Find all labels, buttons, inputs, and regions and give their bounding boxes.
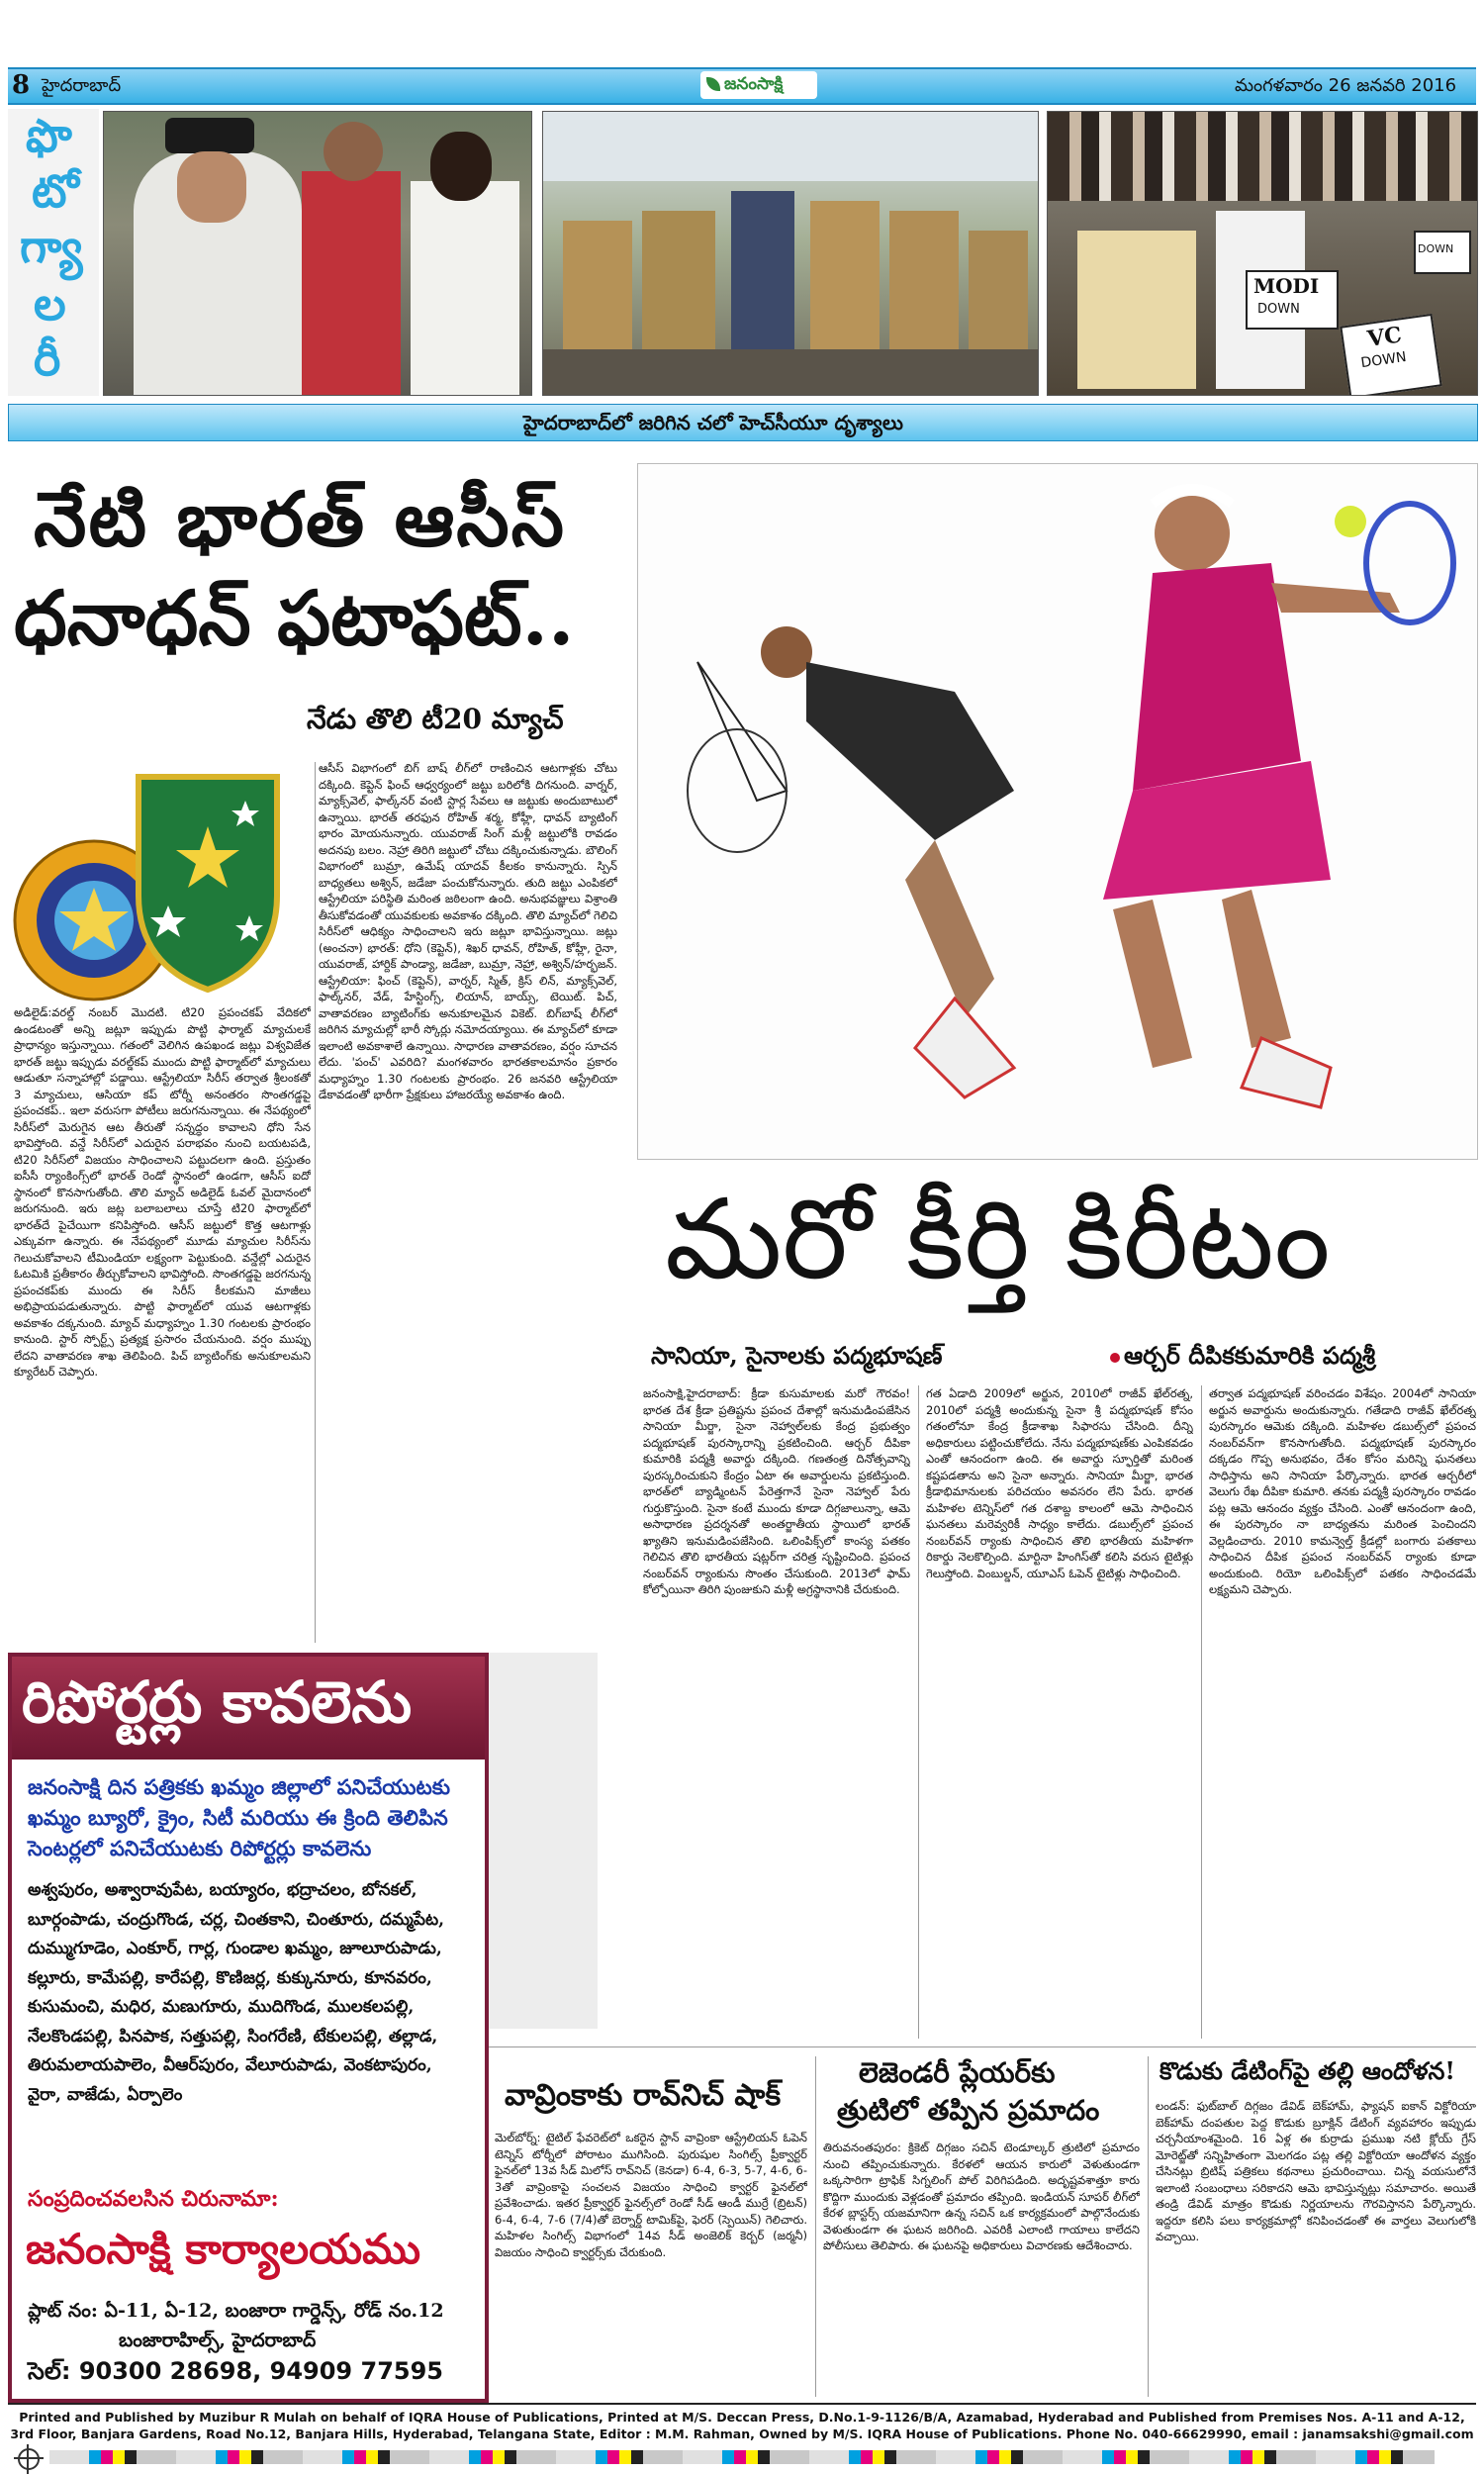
awards-column-1 (643, 1385, 910, 2039)
beckham-story-text: లండన్: ఫుట్‌బాల్ దిగ్గజం డేవిడ్ బెక్‌హామ్, ఫ్యాషన్ ఐకాన్ విక్టోరియా బెక్‌హామ్ దంపతుల పెద్ద కొడుకు బ్రూక్లిన్ డేటింగ్ వ్యవహారం ఇప్పుడు చర్చనీయాంశమైంది. 16 ఏళ్ల ఈ కుర్రాడు ప్రముఖ నటి క్లోయ్ గ్రేస్ మోరెట్జ్‌తో సన్నిహితంగా మెలగడం పట్ల తల్లి విక్టోరియా ఆందోళన వ్యక్తం చేసినట్లు బ్రిటిష్ పత్రికలు కథనాలు ప్రచురించాయి. చిన్న వయసులోనే ఇలాంటి సంబంధాలు సరికాదని ఆమె భావిస్తున్నట్లు సమాచారం. అయితే తండ్రి డేవిడ్ మాత్రం కొడుకు నిర్ణయాలను గౌరవిస్తానని పేర్కొన్నారు. ఇద్దరూ కలిసి పలు కార్యక్రమాల్లో కనిపించడంతో ఈ వార్తలు వెలుగులోకి వచ్చాయి. (1156, 2099, 1476, 2243)
awards-subhead-right: ఆర్చర్ దీపికకుమారికి పద్మశ్రీ (1124, 1341, 1376, 1370)
gallery-caption-bar (8, 404, 1478, 441)
gallery-photo-protest (1047, 111, 1478, 396)
imprint-line: Printed and Published by Muzibur R Mulah on behalf of IQRA House of Publications, Printed at M/S. Deccan Press, D.No.1-9-1126/B/A, Azamabad, Hyderabad and Published from Premises Nos. A-11 and A-12, 3rd Floor, Banjara Gardens, Road No.12, Banjara Hills, Hyderabad, Telangana State, Editor : M.M. Rahman, Owned by M/S. IQRA House of Publications. Phone No. 040-66629990, email : janamsakshi@gmail.com (10, 2410, 1474, 2441)
bottom-divider-1 (815, 2056, 816, 2397)
ad-address-2: బంజారాహిల్స్, హైదరాబాద్ (119, 2330, 317, 2351)
awards-subhead (643, 1341, 1476, 1377)
cricket-headline-line2: ధనాధన్ ఫటాఫట్.. (14, 574, 575, 662)
registration-mark-icon (18, 2448, 40, 2470)
awards-divider-2 (1201, 1385, 1202, 2039)
awards-divider-1 (918, 1385, 919, 2039)
ad-title: రిపోర్టర్లు కావలెను (22, 1668, 413, 1736)
color-calibration-bar (49, 2450, 1435, 2464)
awards-col1-text: జనంసాక్షి,హైదరాబాద్: క్రీడా కుసుమాలకు మరో గౌరవం! భారత దేశ క్రీడా ప్రతిష్టను ప్రపంచ దేశాల్లో ఇనుమడింపజేసిన సానియా మీర్జా, సైనా నెహ్వాల్‌లకు కేంద్ర ప్రభుత్వం పద్మభూషణ్ పురస్కారాన్ని ప్రకటించింది. ఆర్చర్ దీపికా కుమారికి పద్మశ్రీ అవార్డు దక్కింది. గణతంత్ర దినోత్సవాన్ని పురస్కరించుకుని కేంద్రం ఏటా ఈ అవార్డులను ప్రకటిస్తుంది. భారత్‌లో బ్యాడ్మింటన్ పేరెత్తగానే సైనా నెహ్వాల్ పేరు గుర్తుకొస్తుంది. సైనా కంటే ముందు కూడా దిగ్గజాలున్నా, ఆమె అసాధారణ ప్రదర్శనతో అంతర్జాతీయ స్థాయిలో భారత్ ఖ్యాతిని ఇనుమడింపజేసింది. ఒలింపిక్స్‌లో కాంస్య పతకం గెలిచిన తొలి భారతీయ షట్లర్‌గా చరిత్ర సృష్టించింది. ప్రపంచ నంబర్‌వన్ ర్యాంకును సొంతం చేసుకుంది. 2013లో ఫామ్ కోల్పోయినా తిరిగి పుంజుకుని మళ్లీ అగ్రస్థానానికి చేరుకుంది. (643, 1386, 910, 1596)
ad-places: అశ్వపురం, అశ్వారావుపేట, బయ్యారం, భద్రాచలం, బోనకల్, బూర్గంపాడు, చంద్రుగొండ, చర్ల, చింతకాని, చింతూరు, దమ్మపేట, దుమ్ముగూడెం, ఎంకూర్, గార్ల, గుండాల ఖమ్మం, జూలూరుపాడు, కల్లూరు, కామేపల్లి, కారేపల్లి, కొణిజర్ల, కుక్కునూరు, కూనవరం, కుసుమంచి, మధిర, మణుగూరు, ముదిగొండ, ములకలపల్లి, నేలకొండపల్లి, పినపాక, సత్తుపల్లి, సింగరేణి, టేకులపల్లి, తల్లాడ, తిరుమలాయపాలెం, వీఆర్‌పురం, వేలూరుపాడు, వెంకటాపురం, వైరా, వాజేడు, ఏర్పాలెం (28, 1880, 445, 2105)
ad-address-1: ప్లాట్ నం: ఏ-11, ఏ-12, బంజారా గార్డెన్స్, రోడ్ నం.12 (28, 2300, 444, 2322)
placard-text-modi: MODI (1253, 274, 1320, 298)
ad-phone: సెల్: 90300 28698, 94909 77595 (28, 2357, 443, 2385)
tennis-headline: వావ్రింకాకు రావ్‌నిచ్ షాక్ (505, 2078, 782, 2113)
city-label: హైదరాబాద్ (42, 75, 122, 96)
masthead-logo (700, 71, 817, 99)
awards-column-3 (1209, 1385, 1476, 2039)
cricket-column-right (319, 760, 617, 1648)
cricket-right-text: ఆసీస్ విభాగంలో బిగ్ బాష్ లీగ్‌లో రాణించిన ఆటగాళ్లకు చోటు దక్కింది. కెప్టెన్ ఫించ్ ఆధ్వర్యంలో జట్టు బరిలోకి దిగనుంది. వార్నర్, మ్యాక్స్‌వెల్, ఫాల్క్‌నర్ వంటి స్టార్ల సేవలు ఆ జట్టుకు అందుబాటులో ఉన్నాయి. భారత్ తరఫున రోహిత్ శర్మ, కోహ్లీ, ధావన్ బ్యాటింగ్ భారం మోయనున్నారు. యువరాజ్ సింగ్ మళ్లీ జట్టులోకి రావడం అదనపు బలం. నెహ్రా తిరిగి జట్టులో చోటు దక్కించుకున్నాడు. బౌలింగ్ విభాగంలో బుమ్రా, ఉమేష్ యాదవ్ కీలకం కానున్నారు. స్పిన్ బాధ్యతలు అశ్విన్, జడేజా పంచుకోనున్నారు. తుది జట్టు ఎంపికలో ఆస్ట్రేలియా పరిస్థితి మరింత జఠిలంగా ఉంది. అనుభవజ్ఞులు విశ్రాంతి తీసుకోవడంతో యువకులకు అవకాశం దక్కింది. తొలి మ్యాచ్‌లో గెలిచి సిరీస్‌లో ఆధిక్యం సాధించాలని ఇరు జట్లూ భావిస్తున్నాయి. జట్లు (అంచనా) భారత్: ధోని (కెప్టెన్), శిఖర్ ధావన్, రోహిత్, కోహ్లీ, రైనా, యువరాజ్, హార్దిక్ పాండ్యా, జడేజా, బుమ్రా, నెహ్రా, అశ్విన్/హర్భజన్. ఆస్ట్రేలియా: ఫించ్ (కెప్టెన్), వార్నర్, స్మిత్, క్రిస్ లిన్, మ్యాక్స్‌వెల్, ఫాల్క్‌నర్, వేడ్, హేస్టింగ్స్, లియాన్, బాయ్స్, టెయిట్. పిచ్, వాతావరణం బ్యాటింగ్‌కు అనుకూలమైన వికెట్. బిగ్‌బాష్ లీగ్‌లో జరిగిన మ్యాచుల్లో భారీ స్కోర్లు నమోదయ్యాయి. ఈ మ్యాచ్‌లో కూడా ఇలాంటి అవకాశాలే ఉన్నాయి. సాధారణ వాతావరణం, వర్షం సూచన లేదు. 'పంచ్' ఎవరిది? మంగళవారం భారతకాలమానం ప్రకారం మధ్యాహ్నం 1.30 గంటలకు ప్రారంభం. 26 జనవరి ఆస్ట్రేలియా డేకావడంతో భారీగా ప్రేక్షకులు హాజరయ్యే అవకాశం ఉంది. (319, 761, 617, 1101)
tennis-story-body (495, 2130, 807, 2397)
awards-column-2 (926, 1385, 1193, 2039)
sania-saina-photo (637, 463, 1478, 1160)
awards-subhead-left: సానియా, సైనాలకు పద్మభూషణ్ (651, 1341, 943, 1370)
legend-headline-line1: లెజెండరీ ప్లేయర్‌కు (859, 2056, 1056, 2089)
gallery-label-5: రీ (34, 333, 61, 386)
legend-headline-line2: త్రుటిలో తప్పిన ప్రమాదం (837, 2094, 1100, 2127)
cricket-headline-line1: నేటి భారత్ ఆసీస్ (34, 475, 566, 563)
placard-text-mo: DOWN (1418, 242, 1454, 255)
awards-col3-text: తర్వాత పద్మభూషణ్ వరించడం విశేషం. 2004లో సానియా అర్జున అవార్డును అందుకున్నారు. గతేడాది రాజీవ్ ఖేల్‌రత్న పురస్కారం ఆమెకు దక్కింది. మహిళల డబుల్స్‌లో ప్రపంచ నంబర్‌వన్‌గా కొనసాగుతోంది. పద్మభూషణ్ పురస్కారం దక్కడం గొప్ప అనుభవం, దేశం కోసం మరిన్ని ఘనతలు సాధిస్తాను అని సానియా పేర్కొన్నారు. భారత ఆర్చరీలో వెలుగు రేఖ దీపికా కుమారి. తనకు పద్మశ్రీ పురస్కారం రావడం పట్ల ఆమె ఆనందం వ్యక్తం చేసింది. ఎంతో ఆనందంగా ఉంది, ఈ పురస్కారం నా బాధ్యతను మరింత పెంచిందని వెల్లడించారు. 2010 కామన్వెల్త్ క్రీడల్లో బంగారు పతకాలు సాధించిన దీపిక ప్రపంచ నంబర్‌వన్ ర్యాంకు కూడా అందుకుంది. రియో ఒలింపిక్స్‌లో పతకం సాధించడమే లక్ష్యమని చెప్పారు. (1209, 1386, 1476, 1596)
gallery-label-3: గ్యా (20, 220, 83, 273)
logo-text: జనంసాక్షి (724, 74, 784, 94)
bullet-dot-icon (1110, 1353, 1120, 1363)
ad-office-name: జనంసాక్షి కార్యాలయము (26, 2225, 421, 2273)
cricket-australia-logo (129, 767, 287, 995)
recruitment-ad (8, 1653, 489, 2403)
gallery-label-1: ఫొ (26, 109, 72, 162)
awards-headline: మరో కీర్తి కిరీటం (665, 1176, 1331, 1304)
tennis-story-text: మెల్‌బోర్న్: టైటిల్ ఫేవరెట్‌లో ఒకరైన స్టాన్ వావ్రింకా ఆస్ట్రేలియన్ ఓపెన్ టెన్నిస్ టోర్నీలో పోరాటం ముగిసింది. పురుషుల సింగిల్స్ ప్రీక్వార్టర్ ఫైనల్‌లో 13వ సీడ్ మిలోస్ రావ్‌నిచ్ (కెనడా) 6-4, 6-3, 5-7, 4-6, 6-3తో వావ్రింకాపై సంచలన విజయం సాధించి క్వార్టర్ ఫైనల్‌లో ప్రవేశించాడు. ఇతర ప్రీక్వార్టర్ ఫైనల్స్‌లో రెండో సీడ్ ఆండీ ముర్రే (బ్రిటన్) 6-4, 6-4, 7-6 (7/4)తో బెర్నార్డ్ టామిక్‌పై, ఫెరర్ (స్పెయిన్) గెలిచారు. మహిళల సింగిల్స్ విభాగంలో 14వ సీడ్ అంజెలిక్ కెర్బర్ (జర్మనీ) విజయం సాధించి క్వార్టర్స్‌కు చేరుకుంది. (495, 2131, 807, 2259)
blank-ad-space (489, 1653, 598, 2029)
gallery-photo-police-check (103, 111, 532, 396)
placard-text-down-2: DOWN (1359, 348, 1408, 372)
ad-intro: జనంసాక్షి దిన పత్రికకు ఖమ్మం జిల్లాలో పనిచేయుటకు ఖమ్మం బ్యూరో, క్రైం, సిటీ మరియు ఈ క్రింది తెలిపిన సెంటర్లలో పనిచేయుటకు రిపోర్టర్లు కావలెను (28, 1774, 450, 1860)
cricket-left-text: అడిలైడ్:వరల్డ్ నంబర్ మొదటి. టి20 ప్రపంచకప్ వేదికలో ఉండటంతో అన్ని జట్లూ ఇప్పుడు పొట్టి ఫార్మాట్ మ్యాచులకే ప్రాధాన్యం ఇస్తున్నాయి. గతంలో వెలిగిన ఉపఖండ జట్లు విశ్వవిజేత భారత్ జట్టు ఇప్పుడు వరల్డ్‌కప్ ముందు పొట్టి ఫార్మాట్‌లో మ్యాచులు ఆడుతూ సన్నాహాల్లో పడ్డాయి. ఆస్ట్రేలియా సిరీస్ తర్వాత శ్రీలంకతో 3 మ్యాచులు, ఆసియా కప్ టోర్నీ అనంతరం సొంతగడ్డపై ప్రపంచకప్.. ఇలా వరుసగా పోటీలు జరుగనున్నాయి. ఈ నేపథ్యంలో సిరీస్‌లో మెరుగైన ఆట తీరుతో సన్నద్ధం కావాలని ధోని సేన భావిస్తోంది. వన్డే సిరీస్‌లో ఎదురైన పరాభవం నుంచి బయటపడి, టి20 సిరీస్‌లో విజయం సాధించాలని పట్టుదలగా ఉంది. ప్రస్తుతం ఐసీసీ ర్యాంకింగ్స్‌లో భారత్ రెండో స్థానంలో ఉండగా, ఆసీస్ ఐదో స్థానంలో కొనసాగుతోంది. తొలి మ్యాచ్ అడిలైడ్ ఓవల్ మైదానంలో జరుగనుంది. ఇరు జట్ల బలాబలాలు చూస్తే టి20 ఫార్మాట్‌లో భారత్‌దే పైచేయిగా కనిపిస్తోంది. ఆసీస్ జట్టులో కొత్త ఆటగాళ్లు ఎక్కువగా ఉన్నారు. ఈ నేపథ్యంలో మూడు మ్యాచుల సిరీస్‌ను గెలుచుకోవాలని టీమిండియా లక్ష్యంగా పెట్టుకుంది. వన్డేల్లో ఎదురైన ఓటమికి ప్రతీకారం తీర్చుకోవాలని భావిస్తోంది. సొంతగడ్డపై జరగనున్న ప్రపంచకప్‌కు ముందు ఈ సిరీస్ కీలకమని మాజీలు అభిప్రాయపడుతున్నారు. పొట్టి ఫార్మాట్‌లో యువ ఆటగాళ్లకు అవకాశం దక్కనుంది. మ్యాచ్ మధ్యాహ్నం 1.30 గంటలకు ప్రారంభం కానుంది. స్టార్ స్పోర్ట్స్ ప్రత్యక్ష ప్రసారం చేయనుంది. వర్షం ముప్పు లేదని వాతావరణ శాఖ తెలిపింది. పిచ్ బ్యాటింగ్‌కు అనుకూలమని క్యూరేటర్ చెప్పారు. (14, 1005, 311, 1379)
placard-text-down: DOWN (1257, 302, 1300, 317)
cricket-column-left (14, 1004, 311, 1648)
ad-contact-label: సంప్రదించవలసిన చిరునామా: (28, 2186, 279, 2212)
page-header (8, 67, 1476, 105)
cricket-subhead: నేడు తొలి టీ20 మ్యాచ్ (307, 703, 564, 735)
gallery-photo-police-line (542, 111, 1039, 396)
beckham-headline: కొడుకు డేటింగ్‌పై తల్లి ఆందోళన! (1159, 2056, 1455, 2085)
bottom-divider-2 (1148, 2056, 1149, 2397)
footer-rule (8, 2403, 1476, 2405)
ad-title-bar (12, 1657, 485, 1760)
cricket-column-divider (315, 762, 316, 1643)
page-number: 8 (12, 70, 31, 100)
gallery-label-2: టో (32, 164, 79, 218)
legend-story-text: తిరువనంతపురం: క్రికెట్ దిగ్గజం సచిన్ టెండూల్కర్ త్రుటిలో ప్రమాదం నుంచి తప్పించుకున్నారు. కేరళలో ఆయన కారులో వెళుతుండగా ఒక్కసారిగా ట్రాఫిక్ సిగ్నలింగ్ పోల్ విరిగిపడింది. అదృష్టవశాత్తూ కారు కొద్దిగా ముందుకు వెళ్లడంతో ప్రమాదం తప్పింది. ఇండియన్ సూపర్ లీగ్‌లో కేరళ బ్లాస్టర్స్ యజమానిగా ఉన్న సచిన్ ఒక కార్యక్రమంలో పాల్గొనేందుకు వెళుతుండగా ఈ ఘటన జరిగింది. ఎవరికీ ఎలాంటి గాయాలు కాలేదని పోలీసులు తెలిపారు. ఈ ఘటనపై అధికారులు విచారణకు ఆదేశించారు. (823, 2141, 1140, 2252)
bottom-stories-rule (489, 2046, 1476, 2047)
legend-story-body (823, 2140, 1140, 2397)
placard-text-vc: VC (1365, 322, 1404, 352)
gallery-caption: హైదరాబాద్‌లో జరిగిన చలో హెచ్‌సీయూ దృశ్యాలు (523, 411, 903, 434)
gallery-label-4: ల (34, 277, 66, 331)
awards-col2-text: గత ఏడాది 2009లో అర్జున, 2010లో రాజీవ్ ఖేల్‌రత్న, 2010లో పద్మశ్రీ అందుకున్న సైనా శ్రీ పద్మభూషణ్ కోసం గతంలోనూ కేంద్ర క్రీడాశాఖ సిఫారసు చేసింది. దీన్ని అధికారులు పట్టించుకోలేదు. నేను పద్మభూషణ్‌కు ఎంపికవడం ఎంతో ఆనందంగా ఉంది. ఈ అవార్డు స్ఫూర్తితో మరింత కష్టపడతాను అని సైనా అన్నారు. సానియా మీర్జా, భారత క్రీడాభిమానులకు పరిచయం అవసరం లేని పేరు. భారత మహిళల టెన్నిస్‌లో గత దశాబ్ద కాలంలో ఆమె సాధించిన ఘనతలు మరెవ్వరికీ సాధ్యం కాలేదు. డబుల్స్‌లో ప్రపంచ నంబర్‌వన్ ర్యాంకు సాధించిన తొలి భారతీయ మహిళగా రికార్డు నెలకొల్పింది. మార్టినా హింగిస్‌తో కలిసి వరుస టైటిళ్లు గెలుస్తోంది. వింబుల్డన్, యూఎస్ ఓపెన్ టైటిళ్లు సాధించింది. (926, 1386, 1193, 1580)
leaf-icon (706, 77, 720, 91)
issue-date: మంగళవారం 26 జనవరి 2016 (1235, 75, 1457, 96)
beckham-story-body (1156, 2098, 1476, 2397)
gallery-side-label (8, 109, 99, 396)
